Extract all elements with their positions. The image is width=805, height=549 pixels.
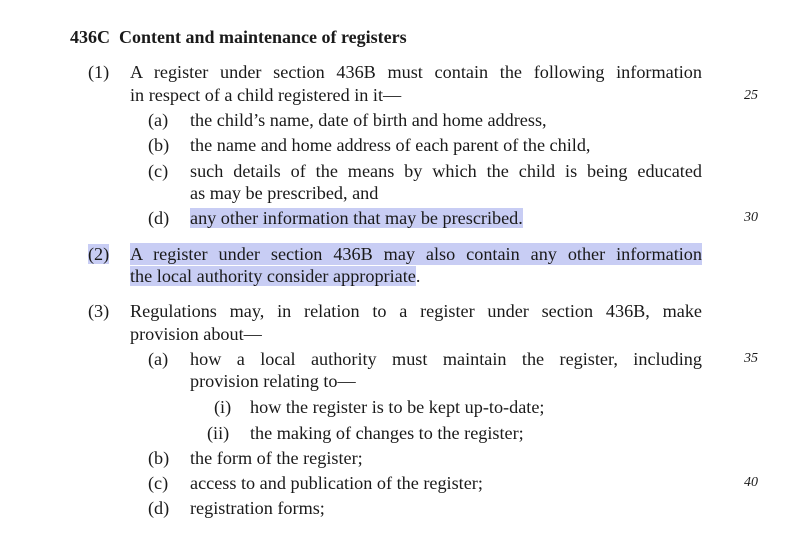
item-1a-label: (a) [148,110,169,130]
subitem-3a-ii-text: the making of changes to the register; [250,423,524,443]
item-3d-text: registration forms; [190,498,325,518]
subitem-3a-ii-label: (ii) [207,423,230,443]
item-3d-label: (d) [148,498,170,518]
item-1a-text: the child’s name, date of birth and home address, [190,110,547,130]
item-3a-line-2: provision relating to— [190,371,356,391]
item-3c-text: access to and publication of the register; [190,473,483,493]
subitem-3a-i-label: (i) [214,397,232,417]
highlighted-text[interactable]: A register under section 436B may also contain any other information [130,244,702,264]
highlighted-text[interactable]: the local authority consider appropriate [130,266,416,286]
subsection-1-line-1 [130,61,702,83]
subsection-2-number-text[interactable]: (2) [88,244,110,264]
subsection-3-line-1-text: Regulations may, in relation to a register under section 436B, make [130,301,702,321]
subsection-3-line-1 [130,300,702,322]
section-number: 436C [70,27,110,47]
subsection-2-line-1 [130,243,702,265]
highlighted-text[interactable]: any other information that may be prescribed. [190,208,523,228]
item-3a-line-1 [190,348,702,370]
item-3a-label: (a) [148,349,169,369]
subsection-3-line-2: provision about— [130,324,262,344]
subsection-2-line-2-rest: . [415,266,421,286]
item-3b-label: (b) [148,448,170,468]
subitem-3a-i-text: how the register is to be kept up-to-date; [250,397,545,417]
item-1c-label: (c) [148,161,169,181]
item-3c-label: (c) [148,473,169,493]
item-1c-line-2: as may be prescribed, and [190,183,379,203]
item-3b-text: the form of the register; [190,448,363,468]
item-1c-line-1 [190,160,702,182]
item-3a-line-1-text: how a local authority must maintain the register, including [190,349,702,369]
subsection-1-line-2: in respect of a child registered in it— [130,85,402,105]
subsection-1-line-1-text: A register under section 436B must contain the following information [130,62,702,82]
margin-line-number: 25 [744,88,758,103]
subsection-3-number: (3) [88,301,110,321]
subsection-2-number [88,243,109,265]
item-1c-line-1-text: such details of the means by which the child is being educated [190,161,702,181]
item-1d-label: (d) [148,208,170,228]
subsection-1-number: (1) [88,62,110,82]
margin-line-number: 40 [744,475,758,490]
section-heading [70,26,407,48]
margin-line-number: 35 [744,351,758,366]
item-1d-text [190,207,523,229]
item-1b-label: (b) [148,135,170,155]
item-1b-text: the name and home address of each parent of the child, [190,135,591,155]
margin-line-number: 30 [744,210,758,225]
subsection-2-line-2 [130,265,420,287]
section-title: Content and maintenance of registers [119,27,407,47]
